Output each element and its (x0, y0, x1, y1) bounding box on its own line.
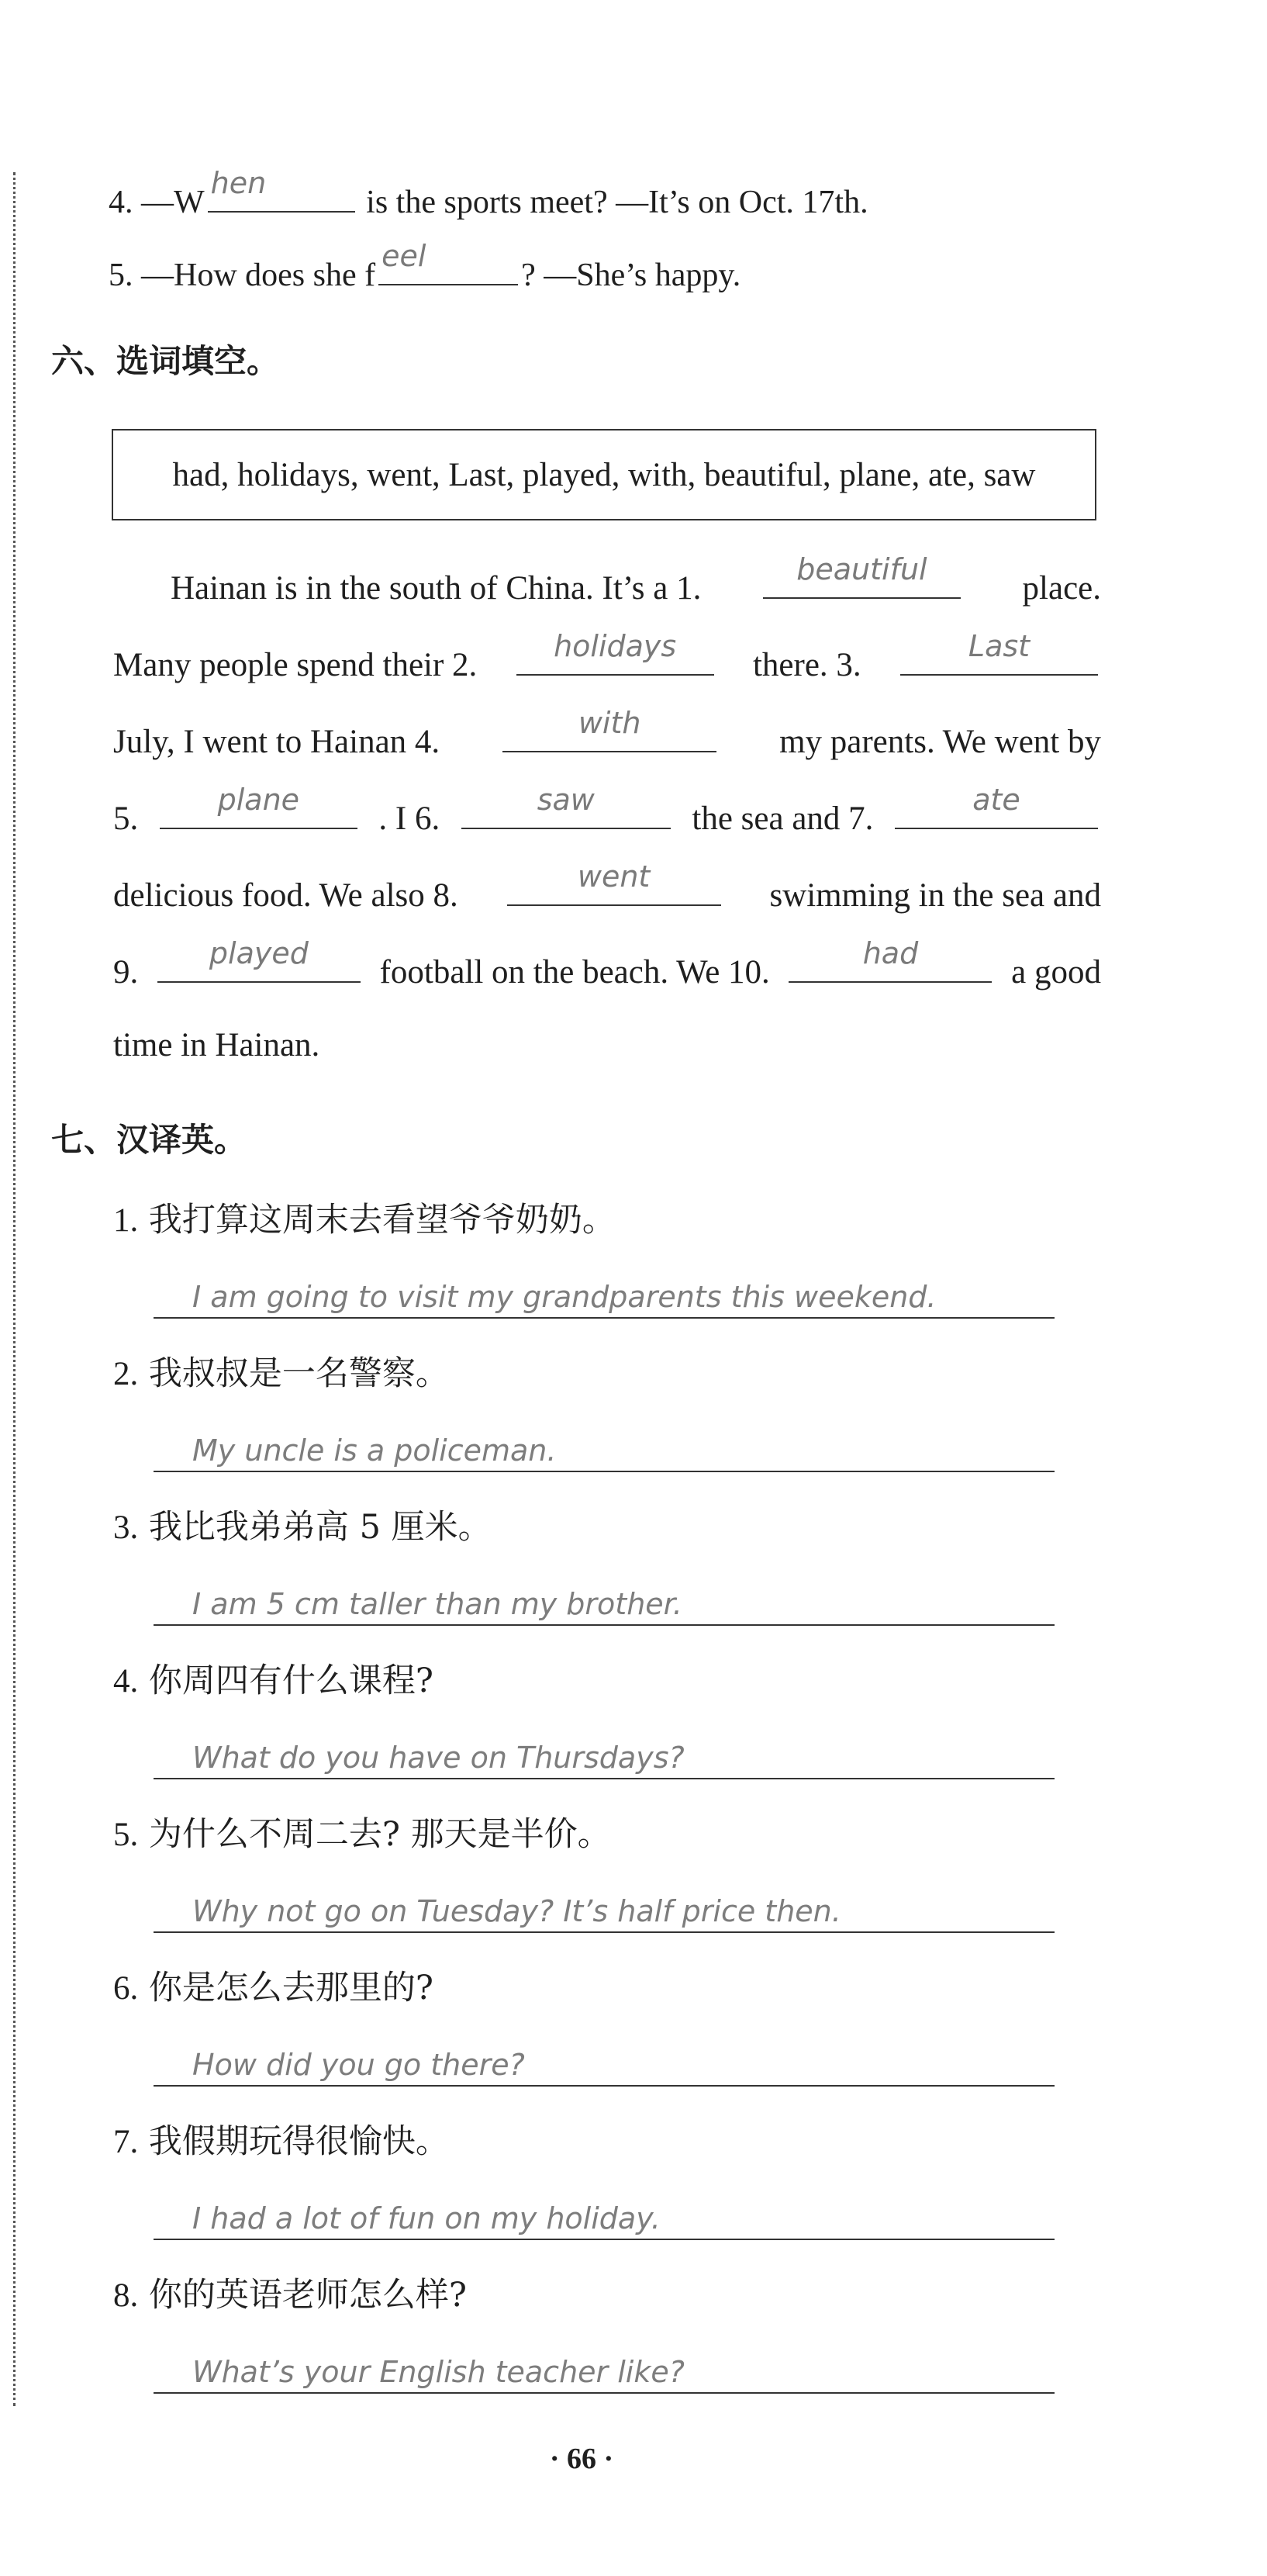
blank-10[interactable] (789, 936, 992, 983)
blank-6[interactable] (461, 783, 671, 829)
binding-margin-rule (13, 172, 16, 2406)
passage-line-4 (113, 783, 1101, 841)
section-7-heading: 七、汉译英。 (51, 1121, 247, 1159)
answer-text: I am 5 cm taller than my brother. (192, 1587, 682, 1621)
item-number: 6. (113, 1970, 139, 2007)
translation-prompt-4 (113, 1659, 433, 1703)
item-number: 1. (113, 1202, 139, 1239)
passage-text: July, I went to Hainan 4. (113, 724, 440, 760)
answer-text: I am going to visit my grandparents this weekend. (192, 1280, 937, 1314)
translation-prompt-5 (113, 1813, 611, 1857)
answer-line-7[interactable] (154, 2194, 1055, 2240)
item-number: 3. (113, 1509, 139, 1546)
blank-2-answer: holidays (554, 629, 677, 663)
chinese-text: 你的英语老师怎么样? (148, 2276, 467, 2315)
passage-line-2 (113, 629, 1101, 687)
blank-2[interactable] (516, 629, 714, 676)
answer-line-6[interactable] (154, 2040, 1055, 2087)
blank-7[interactable] (895, 783, 1098, 829)
answer-text: Why not go on Tuesday? It’s half price then. (192, 1894, 841, 1928)
q5-blank[interactable] (378, 239, 518, 285)
chinese-text: 我比我弟弟高 5 厘米。 (148, 1508, 492, 1547)
q5-answer: eel (381, 239, 426, 273)
q5-suffix: ? —She’s happy. (521, 258, 741, 293)
answer-text: I had a lot of fun on my holiday. (192, 2201, 661, 2235)
word-bank-text: had, holidays, went, Last, played, with, beautiful, plane, ate, saw (172, 456, 1036, 493)
passage-text: time in Hainan. (113, 1027, 320, 1063)
translation-prompt-8 (113, 2273, 467, 2318)
answer-line-2[interactable] (154, 1426, 1055, 1472)
q4-blank[interactable] (208, 166, 355, 213)
chinese-text: 我打算这周末去看望爷爷奶奶。 (148, 1201, 616, 1240)
question-4 (109, 166, 868, 224)
q4-suffix: is the sports meet? —It’s on Oct. 17th. (366, 185, 868, 220)
passage-text: delicious food. We also 8. (113, 877, 458, 914)
blank-5-answer: plane (217, 783, 300, 817)
item-number: 5. (113, 1817, 139, 1853)
chinese-text: 为什么不周二去? 那天是半价。 (148, 1815, 611, 1854)
chinese-text: 我叔叔是一名警察。 (148, 1354, 449, 1393)
item-number: 8. (113, 2277, 139, 2314)
translation-prompt-6 (113, 1966, 433, 2011)
answer-line-3[interactable] (154, 1579, 1055, 1626)
passage-text: there. 3. (752, 647, 861, 683)
answer-line-1[interactable] (154, 1272, 1055, 1319)
passage-text: a good (1011, 954, 1101, 991)
answer-text: What do you have on Thursdays? (192, 1741, 685, 1775)
passage-text: . I 6. (378, 800, 440, 837)
blank-1[interactable] (763, 552, 961, 599)
passage-text: Hainan is in the south of China. It’s a 1. (171, 570, 702, 607)
passage-text: swimming in the sea and (769, 877, 1101, 914)
passage-line-5 (113, 859, 1101, 918)
blank-1-answer: beautiful (796, 552, 927, 586)
blank-3[interactable] (900, 629, 1098, 676)
passage-text: my parents. We went by (779, 724, 1101, 760)
passage-text: the sea and 7. (692, 800, 874, 837)
q5-prefix: 5. —How does she f (109, 258, 376, 293)
translation-prompt-2 (113, 1352, 449, 1396)
passage-text: Many people spend their 2. (113, 647, 478, 683)
answer-line-5[interactable] (154, 1886, 1055, 1933)
passage-line-3 (113, 706, 1101, 764)
translation-prompt-7 (113, 2120, 449, 2164)
blank-4-answer: with (578, 706, 641, 740)
answer-text: My uncle is a policeman. (192, 1433, 557, 1468)
item-number: 2. (113, 1356, 139, 1392)
blank-9[interactable] (157, 936, 361, 983)
passage-text: place. (1022, 570, 1101, 607)
passage-line-6 (113, 936, 1101, 994)
blank-9-answer: played (209, 936, 309, 970)
passage-line-1 (113, 552, 1101, 610)
section-6-heading: 六、选词填空。 (51, 342, 280, 380)
translation-prompt-3 (113, 1506, 492, 1550)
answer-text: What’s your English teacher like? (192, 2355, 685, 2389)
blank-3-answer: Last (968, 629, 1031, 663)
answer-line-4[interactable] (154, 1733, 1055, 1779)
blank-7-answer: ate (972, 783, 1020, 817)
item-number: 4. (113, 1663, 139, 1699)
page-number: · 66 · (549, 2443, 614, 2475)
blank-8[interactable] (507, 859, 721, 906)
chinese-text: 我假期玩得很愉快。 (148, 2122, 449, 2161)
passage-text: 5. (113, 800, 139, 837)
answer-text: How did you go there? (192, 2048, 525, 2082)
blank-4[interactable] (502, 706, 716, 752)
word-bank-box (112, 429, 1096, 520)
passage-text: 9. (113, 954, 139, 991)
blank-6-answer: saw (537, 783, 595, 817)
question-5 (109, 239, 741, 297)
passage-line-7 (113, 1024, 1101, 1067)
q4-prefix: 4. —W (109, 185, 205, 220)
chinese-text: 你周四有什么课程? (148, 1661, 433, 1700)
translation-prompt-1 (113, 1198, 616, 1243)
blank-8-answer: went (577, 859, 651, 894)
answer-line-8[interactable] (154, 2347, 1055, 2394)
q4-answer: hen (210, 166, 267, 200)
passage-text: football on the beach. We 10. (379, 954, 770, 991)
blank-10-answer: had (862, 936, 919, 970)
blank-5[interactable] (160, 783, 357, 829)
chinese-text: 你是怎么去那里的? (148, 1969, 433, 2007)
item-number: 7. (113, 2124, 139, 2160)
